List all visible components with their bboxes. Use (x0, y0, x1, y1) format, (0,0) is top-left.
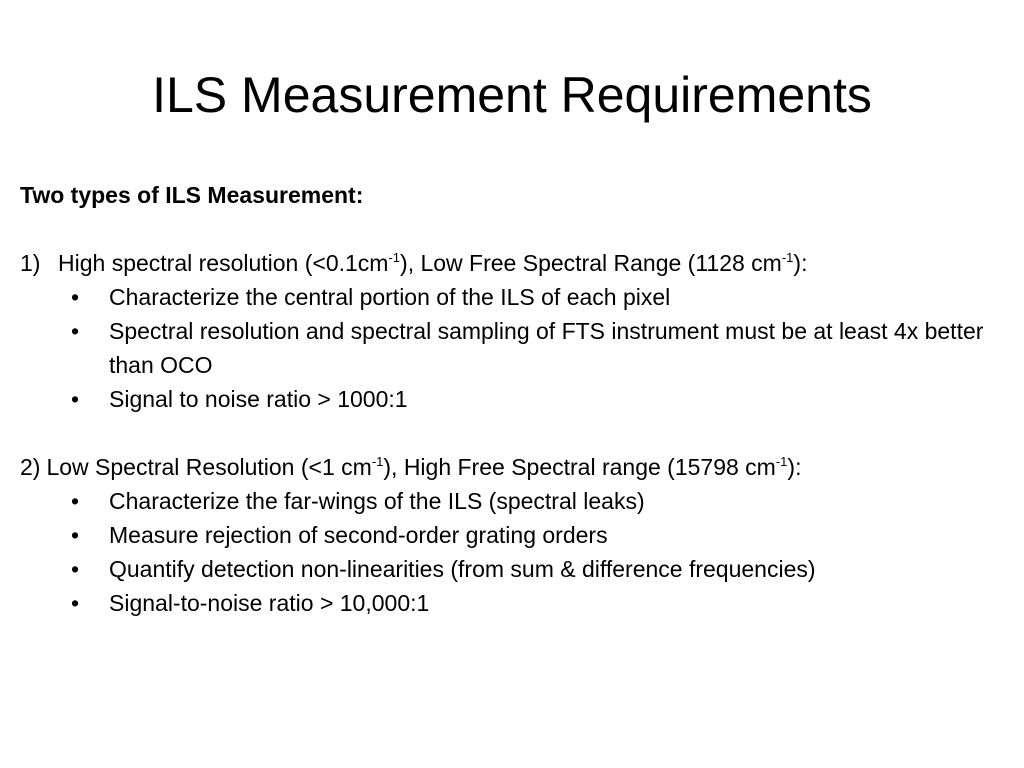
heading-text: ): (793, 250, 808, 276)
bullet-icon: • (71, 522, 80, 548)
superscript: -1 (781, 250, 794, 265)
heading-text: ), Low Free Spectral Range (1128 cm (400, 250, 782, 276)
bullet-text: Signal-to-noise ratio > 10,000:1 (109, 590, 430, 616)
bullet-icon: • (71, 318, 80, 344)
bullet-text: Characterize the central portion of the ILS of each pixel (109, 284, 671, 310)
slide-title: ILS Measurement Requirements (152, 67, 872, 123)
section-2-bullets (20, 484, 1010, 620)
heading-text: ), High Free Spectral range (15798 cm (383, 454, 776, 480)
spacer (20, 416, 1010, 450)
section-2-heading (20, 450, 1010, 484)
bullet-item (20, 586, 1010, 620)
superscript: -1 (388, 250, 401, 265)
bullet-icon: • (71, 284, 80, 310)
section-number: 1) (20, 250, 41, 276)
section-1-heading (20, 246, 1010, 280)
bullet-icon: • (71, 386, 80, 412)
spacer (20, 212, 1010, 246)
bullet-item (20, 280, 1010, 314)
bullet-icon: • (71, 556, 80, 582)
bullet-text: Measure rejection of second-order grating orders (109, 522, 608, 548)
section-2 (20, 450, 1010, 620)
superscript: -1 (371, 454, 384, 469)
bullet-text: Characterize the far-wings of the ILS (spectral leaks) (109, 488, 645, 514)
subheading: Two types of ILS Measurement: (20, 182, 364, 208)
superscript: -1 (775, 454, 788, 469)
heading-text: Low Spectral Resolution (<1 cm (46, 454, 372, 480)
bullet-item (20, 382, 1010, 416)
heading-text: ): (787, 454, 802, 480)
bullet-item (20, 314, 1010, 382)
bullet-text: Spectral resolution and spectral sampling of FTS instrument must be at least 4x better than OCO (109, 318, 984, 378)
bullet-icon: • (71, 488, 80, 514)
heading-text: High spectral resolution (<0.1cm (58, 250, 389, 276)
bullet-item (20, 518, 1010, 552)
section-1-bullets (20, 280, 1010, 416)
bullet-item (20, 484, 1010, 518)
section-1 (20, 246, 1010, 416)
section-number: 2) (20, 454, 41, 480)
bullet-icon: • (71, 590, 80, 616)
bullet-text: Signal to noise ratio > 1000:1 (109, 386, 408, 412)
bullet-item (20, 552, 1010, 586)
bullet-text: Quantify detection non-linearities (from sum & difference frequencies) (109, 556, 816, 582)
slide-body (20, 178, 1010, 620)
